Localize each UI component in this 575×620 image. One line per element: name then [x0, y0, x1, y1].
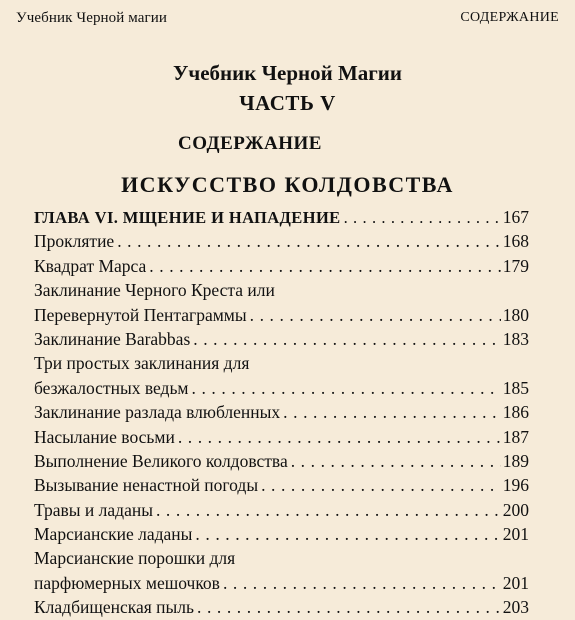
toc-entry [34, 254, 529, 278]
toc-entry-text: Квадрат Марса [34, 255, 147, 276]
dot-leader [149, 254, 500, 278]
toc-entry [34, 400, 529, 424]
dot-leader [156, 498, 501, 522]
toc-entry-first-line [34, 546, 529, 570]
toc-entry [34, 571, 529, 595]
toc-entry-text: Заклинание Черного Креста или [34, 280, 275, 301]
toc-page-number: 179 [502, 255, 529, 276]
table-of-contents [34, 205, 529, 620]
toc-entry [34, 473, 529, 497]
dot-leader [117, 229, 501, 253]
toc-entry-text: Проклятие [34, 231, 115, 252]
toc-entry-text: парфюмерных мешочков [34, 572, 220, 593]
toc-entry-text: безжалостных ведьм [34, 377, 189, 398]
dot-leader [250, 303, 501, 327]
toc-entry [34, 522, 529, 546]
book-title: Учебник Черной Магии [172, 61, 403, 85]
dot-leader [283, 400, 501, 424]
toc-page-number: 201 [502, 572, 529, 593]
toc-entry-text: Заклинание разлада влюбленных [34, 402, 281, 423]
toc-entry [34, 327, 529, 351]
dot-leader [178, 425, 501, 449]
section-title: ИСКУССТВО КОЛДОВСТВА [121, 172, 454, 197]
dot-leader [197, 595, 501, 619]
toc-entry [34, 229, 529, 253]
toc-page-number: 168 [502, 231, 529, 252]
toc-entry-text: Марсианские ладаны [34, 524, 193, 545]
toc-page-number: 196 [502, 475, 529, 496]
dot-leader [344, 206, 501, 230]
toc-entry [34, 376, 529, 400]
toc-page-number: 180 [502, 304, 529, 325]
toc-entry-text: Вызывание ненастной погоды [34, 475, 259, 496]
running-head-book-title: Учебник Черной магии [16, 10, 168, 26]
toc-entry-text: Кладбищенская пыль [34, 597, 194, 618]
toc-entry-text: Перевернутой Пентаграммы [34, 304, 247, 325]
toc-entry [34, 425, 529, 449]
toc-entry-text: ГЛАВА VI. МЩЕНИЕ И НАПАДЕНИЕ [34, 208, 341, 227]
toc-page-number: 187 [502, 426, 529, 447]
toc-entry-text: Травы и ладаны [34, 499, 153, 520]
dot-leader [195, 522, 500, 546]
toc-entry-text: Три простых заклинания для [34, 353, 250, 374]
toc-entry-text: Марсианские порошки для [34, 548, 236, 569]
toc-entry [34, 498, 529, 522]
toc-page-number: 203 [502, 597, 529, 618]
part-number: ЧАСТЬ V [239, 91, 336, 115]
toc-entry-text: Насылание восьми [34, 426, 175, 447]
running-head [0, 10, 575, 30]
toc-page-number: 183 [502, 328, 529, 349]
toc-page-number: 201 [502, 524, 529, 545]
contents-heading: СОДЕРЖАНИЕ [178, 133, 322, 154]
toc-entry [34, 303, 529, 327]
dot-leader [192, 376, 501, 400]
toc-page-number: 186 [502, 402, 529, 423]
dot-leader [261, 473, 501, 497]
dot-leader [291, 449, 501, 473]
toc-entry-first-line [34, 278, 529, 302]
toc-entry-text: Заклинание Barabbas [34, 328, 191, 349]
toc-page-number: 200 [502, 499, 529, 520]
toc-chapter-heading [34, 205, 529, 229]
toc-entry-text: Выполнение Великого колдовства [34, 450, 288, 471]
toc-page-number: 185 [502, 377, 529, 398]
dot-leader [193, 327, 500, 351]
dot-leader [223, 571, 501, 595]
toc-entry [34, 449, 529, 473]
toc-page-number: 167 [502, 207, 529, 227]
running-head-section: СОДЕРЖАНИЕ [460, 10, 559, 25]
toc-entry-first-line [34, 351, 529, 375]
toc-entry [34, 595, 529, 619]
toc-page-number: 189 [502, 450, 529, 471]
